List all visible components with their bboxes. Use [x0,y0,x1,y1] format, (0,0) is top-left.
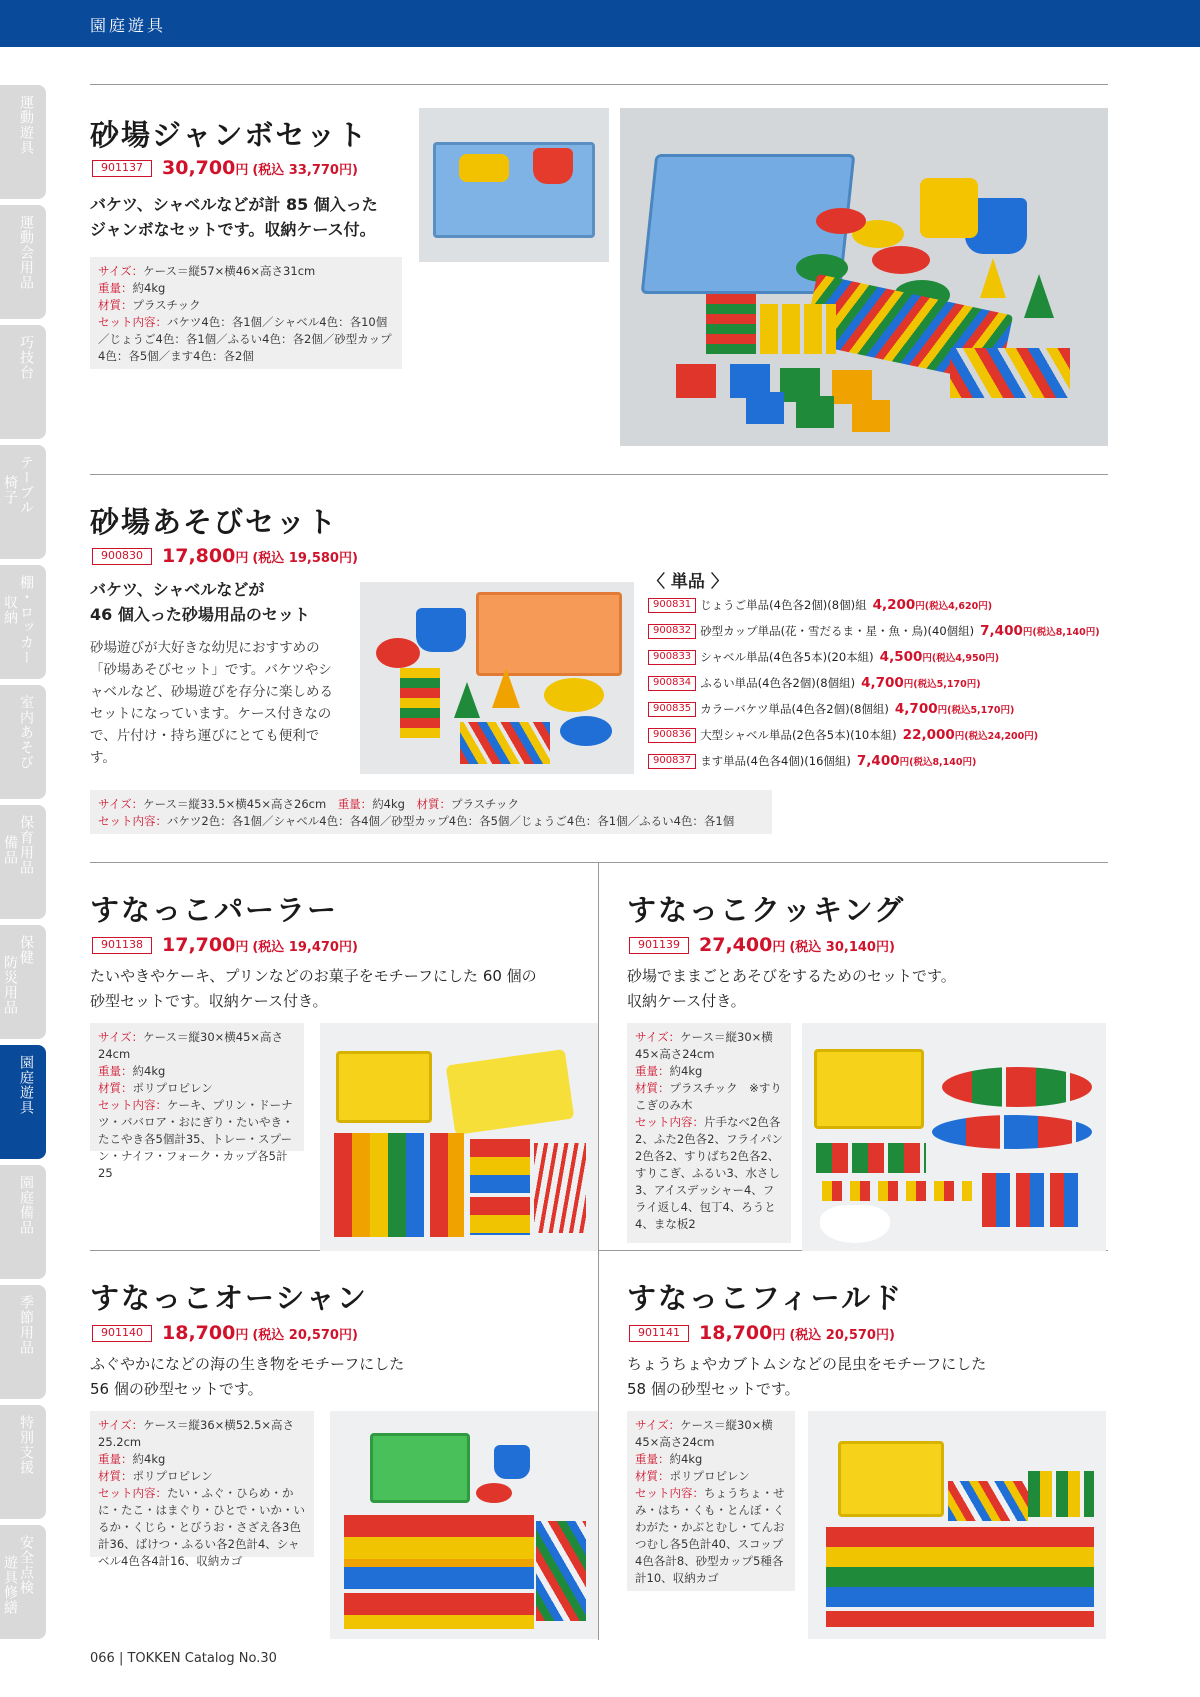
product-photo [802,1023,1106,1251]
sidebar-tab[interactable] [0,565,46,679]
spec-value: ケース＝縦36×横52.5×高さ25.2cm [98,1418,295,1449]
single-item-row [648,675,981,693]
spec-row [98,314,394,365]
product-price: 18,700円 (税込 20,570円) [162,1322,358,1344]
product-photo [330,1411,598,1639]
mold-shape [334,1133,464,1237]
basket-shape [370,1433,470,1503]
mold-shape [826,1527,1094,1627]
product-code: 901139 [629,937,689,954]
product-price: 18,700円 (税込 20,570円) [699,1322,895,1344]
product-title: すなっこクッキング [627,893,906,927]
single-item-code: 900835 [648,702,696,717]
sidebar-tab-label: 室内あそび [18,695,34,770]
sidebar-tab[interactable] [0,1165,46,1279]
funnel-shape [982,1173,1082,1227]
spec-key: 重量： [98,281,133,295]
spec-value: 約4kg [669,1452,703,1466]
cup-shape [816,1143,926,1173]
single-item-row [648,623,1100,641]
sidebar-tab-label: 巧技台 [18,335,34,380]
single-item-price: 4,700 [894,701,938,717]
spec-row [635,1114,783,1233]
sidebar-tab-label: 収納 [2,595,18,625]
single-item-tax: 円(税込4,950円) [922,653,1000,664]
single-item-name: ます単品(4色各4個)(16個組) [700,754,851,768]
spec-box [627,1411,795,1591]
divider [90,474,1108,475]
spec-row [98,1029,296,1063]
spec-key: 材質： [98,298,133,312]
single-item-code: 900833 [648,650,696,665]
single-item-name: カラーバケツ単品(4色各2個)(8個組) [700,702,889,716]
mold-shape [470,1139,530,1235]
cup-stack-shape [400,668,440,738]
spec-key: セット内容： [98,1098,167,1112]
divider [90,84,1108,85]
funnel-shape [980,258,1006,298]
single-item-price: 4,500 [879,649,923,665]
single-item-code: 900831 [648,598,696,613]
single-item-code: 900834 [648,676,696,691]
sidebar-tab[interactable] [0,325,46,439]
single-item-tax: 円(税込5,170円) [937,705,1015,716]
spec-value: 約4kg [132,281,166,295]
sidebar-tab[interactable] [0,685,46,799]
sidebar-tab[interactable] [0,1405,46,1519]
sidebar-tab-label: 運動会用品 [18,215,34,290]
spec-value: プラスチック ※すりこぎのみ木 [635,1081,782,1112]
spec-value: ポリプロピレン [132,1469,213,1483]
spec-value: 片手なべ2色各2、ふた2色各2、フライパン2色各2、すりばち2色各2、すりこぎ、ふるい3、水さし3、アイスデッシャー4、フライ返し4、包丁4、ろうと4、まな板2 [635,1115,783,1231]
spec-row [98,280,394,297]
single-item-row [648,597,992,615]
product-title: 砂場あそびセット [90,505,339,539]
sidebar-tab-label: 安全点検 [18,1535,34,1595]
product-description: 砂場でままごとあそびをするためのセットです。 収納ケース付き。 [627,967,956,1010]
single-item-price: 22,000 [902,727,955,743]
sidebar-tab[interactable] [0,85,46,199]
shovel-shape [460,722,550,764]
spec-key: サイズ： [98,264,144,278]
bucket-shape [533,148,573,184]
sieve-shape [560,716,612,746]
sidebar-tab[interactable] [0,1285,46,1399]
spec-value: 約4kg [132,1064,166,1078]
spec-key: サイズ： [635,1030,681,1044]
spec-row [635,1029,783,1063]
sidebar-tab-label: 運動遊具 [18,95,34,155]
spec-box: サイズ：ケース＝縦33.5×横45×高さ26cm 重量：約4kg 材質：プラスチック セット内容：バケツ2色：各1個／シャベル4色：各4個／砂型カップ4色：各5個／じょうご4色：各1個／ふるい4色：各1個 [90,790,772,834]
sieve-shape [816,208,866,234]
sieve-shape [476,1483,512,1503]
spec-key: 重量： [635,1064,670,1078]
sidebar-tab-label: 備品 [2,835,18,865]
spec-box [90,1023,304,1180]
sidebar-tab[interactable] [0,205,46,319]
product-description: ふぐやかになどの海の生き物をモチーフにした 56 個の砂型セットです。 [90,1355,405,1398]
single-item-row [648,701,1014,719]
spec-row [98,1485,306,1570]
spec-value: プラスチック [132,298,201,312]
single-item-name: 大型シャベル単品(2色各5本)(10本組) [700,728,897,742]
product-price: 30,700円 (税込 33,770円) [162,157,358,179]
cup-stack-shape [706,294,756,354]
single-item-tax: 円(税込8,140円) [899,757,977,768]
product-body-text: 砂場遊びが大好きな幼児におすすめの「砂場あそびセット」です。バケツやシャベルなど、砂場遊びを存分に楽しめるセットになっています。ケース付きなので、片付け・持ち運びにとても便利です。 [90,640,333,766]
single-item-code: 900832 [648,624,696,639]
single-item-code: 900837 [648,754,696,769]
product-title: すなっこパーラー [90,893,339,927]
pot-shape [942,1067,1092,1107]
spec-key: 重量： [98,1452,133,1466]
product-price: 27,400円 (税込 30,140円) [699,934,895,956]
single-item-tax: 円(税込24,200円) [954,731,1039,742]
box-shape [796,396,834,428]
sidebar-tab-label: 保健 [18,935,34,965]
spec-key: 材質： [635,1469,670,1483]
section-title: 園庭遊具 [90,16,167,35]
page-footer: 066 | TOKKEN Catalog No.30 [90,1651,277,1666]
spec-value: ポリプロピレン [669,1469,750,1483]
spec-key: サイズ： [635,1418,681,1432]
single-item-code: 900836 [648,728,696,743]
funnel-shape [1024,274,1054,318]
singles-heading: 〈 単品 〉 [648,572,728,592]
product-description: バケツ、シャベルなどが 46 個入った砂場用品のセット [90,580,310,624]
spec-key: サイズ： [98,1030,144,1044]
spec-row [635,1080,783,1114]
spec-row [98,1080,296,1097]
product-price: 17,700円 (税込 19,470円) [162,934,358,956]
spec-value: ポリプロピレン [132,1081,213,1095]
spec-value: ケース＝縦30×横45×高さ24cm [635,1418,773,1449]
spec-row [98,1468,306,1485]
product-title: すなっこオーシャン [90,1281,368,1315]
sieve-shape [376,638,420,668]
sidebar-tab[interactable] [0,805,46,919]
product-description: バケツ、シャベルなどが計 85 個入った ジャンボなセットです。収納ケース付。 [90,195,378,239]
sidebar-tab[interactable] [0,1045,46,1159]
spec-key: 重量： [98,1064,133,1078]
spec-value: ケース＝縦30×横45×高さ24cm [98,1030,284,1061]
sidebar-tab-label: 遊具修繕 [2,1555,18,1615]
spec-row [98,297,394,314]
box-shape [832,370,872,404]
scoop-shape [950,348,1070,398]
single-item-price: 7,400 [980,623,1023,639]
spec-value: 約4kg [669,1064,703,1078]
single-item-row [648,753,976,771]
box-shape [852,400,890,432]
singles-list [648,597,1108,777]
spec-key: サイズ： [98,1418,144,1432]
spec-key: 材質： [98,1081,133,1095]
spec-row [98,1097,296,1182]
basket-shape [838,1441,944,1517]
sidebar-tab-label: 椅子 [2,475,18,505]
product-photo-small [419,108,609,262]
sidebar-tab-label: 季節用品 [18,1295,34,1355]
sieve-shape [544,678,604,712]
spec-key: セット内容： [98,315,167,329]
spec-value: バケツ4色：各1個／シャベル4色：各10個／じょうご4色：各1個／ふるい4色：各2個／砂型カップ4色：各5個／ます4色：各2個 [98,315,392,363]
shovel-shape [948,1481,1028,1521]
product-description: ちょうちょやカブトムシなどの昆虫をモチーフにした 58 個の砂型セットです。 [627,1355,987,1398]
product-code: 901138 [92,937,152,954]
spec-row [635,1063,783,1080]
spec-value: たい・ふぐ・ひらめ・かに・たこ・はまぐり・ひとで・いか・いるか・くじら・とびうお・さざえ各3色計36、ばけつ・ふるい各2色計4、シャベル4色各4計16、収納カゴ [98,1486,305,1568]
sidebar-tab-label: 園庭備品 [18,1175,34,1235]
single-item-price: 7,400 [856,753,900,769]
spec-key: 材質： [635,1081,670,1095]
single-item-row [648,727,1038,745]
spec-row [635,1468,787,1485]
single-item-name: シャベル単品(4色各5本)(20本組) [700,650,874,664]
product-code: 901140 [92,1325,152,1342]
spec-box [627,1023,791,1243]
sidebar-tab-label: 特別支援 [18,1415,34,1475]
bucket-shape [459,154,509,182]
cutlery-shape [534,1143,586,1233]
sieve-shape [872,246,930,274]
product-photo [360,582,634,774]
cup-shape [1028,1471,1094,1517]
spec-row [635,1485,787,1587]
product-code: 901141 [629,1325,689,1342]
product-code: 901137 [92,160,152,177]
box-shape [676,364,716,398]
sidebar-tab-label: 棚・ロッカー [18,575,34,665]
spec-key: セット内容： [635,1486,704,1500]
spec-key: セット内容： [98,1486,167,1500]
pan-shape [932,1115,1092,1149]
spec-value: 約4kg [132,1452,166,1466]
funnel-shape [454,682,480,718]
basket-shape [476,592,622,676]
utensil-shape [822,1181,972,1201]
spec-key: セット内容： [635,1115,704,1129]
single-item-tax: 円(税込8,140円) [1022,627,1100,638]
spec-key: 材質： [98,1469,133,1483]
spec-row [98,1451,306,1468]
product-photo-main [620,108,1108,446]
product-title: すなっこフィールド [627,1281,904,1315]
single-item-row [648,649,999,667]
sidebar-tab-label: 防災用品 [2,955,18,1015]
bucket-shape [416,608,466,652]
spec-row [635,1417,787,1451]
sidebar-tab[interactable] [0,445,46,559]
single-item-price: 4,700 [861,675,904,691]
single-item-price: 4,200 [872,597,916,613]
spec-row [98,263,394,280]
single-item-name: ふるい単品(4色各2個)(8個組) [700,676,856,690]
spec-value: ケース＝縦30×横45×高さ24cm [635,1030,773,1061]
basket-shape [814,1049,924,1129]
spec-value: ケーキ、プリン・ドーナツ・ババロア・おにぎり・たいやき・たこやき各5個計35、トレー・スプーン・ナイフ・フォーク・カップ各5計25 [98,1098,294,1180]
sidebar-tab[interactable] [0,1525,46,1639]
product-photo [808,1411,1106,1639]
divider [90,862,1108,863]
spec-box [90,1411,314,1568]
spec-row [98,1063,296,1080]
spec-row [98,1417,306,1451]
bucket-shape [920,178,978,238]
single-item-tax: 円(税込4,620円) [915,601,993,612]
board-shape [820,1205,890,1243]
divider [598,862,599,1640]
cup-shape [760,304,836,354]
bucket-shape [494,1445,530,1479]
sidebar-tab-label: テーブル [18,455,34,515]
spec-value: ちょうちょ・せみ・はち・くも・とんぼ・くわがた・かぶとむし・てんおつむし各5色計40、スコップ4色各計8、砂型カップ5種各計10、収納カゴ [635,1486,785,1585]
product-photo [320,1023,598,1251]
mold-shape [344,1515,534,1629]
sidebar-tab-label: 園庭遊具 [18,1055,34,1115]
single-item-name: 砂型カップ単品(花・雪だるま・星・魚・鳥)(40個組) [700,624,975,638]
spec-value: ケース＝縦57×横46×高さ31cm [143,264,316,278]
spec-box [90,257,402,369]
spec-key: 重量： [635,1452,670,1466]
shovel-shape [536,1521,586,1621]
basket-shape [336,1051,432,1123]
header-bar [0,0,1200,47]
single-item-tax: 円(税込5,170円) [903,679,981,690]
product-title: 砂場ジャンボセット [90,118,369,152]
product-description: たいやきやケーキ、プリンなどのお菓子をモチーフにした 60 個の 砂型セットです。収納ケース付き。 [90,967,537,1010]
single-item-name: じょうご単品(4色各2個)(8個)組 [700,598,867,612]
spec-row [635,1451,787,1468]
tray-shape [446,1049,575,1135]
product-code: 900830 [92,548,152,565]
box-shape [746,392,784,424]
sidebar-tab[interactable] [0,925,46,1039]
product-price: 17,800円 (税込 19,580円) [162,545,358,567]
sidebar-tab-label: 保育用品 [18,815,34,875]
